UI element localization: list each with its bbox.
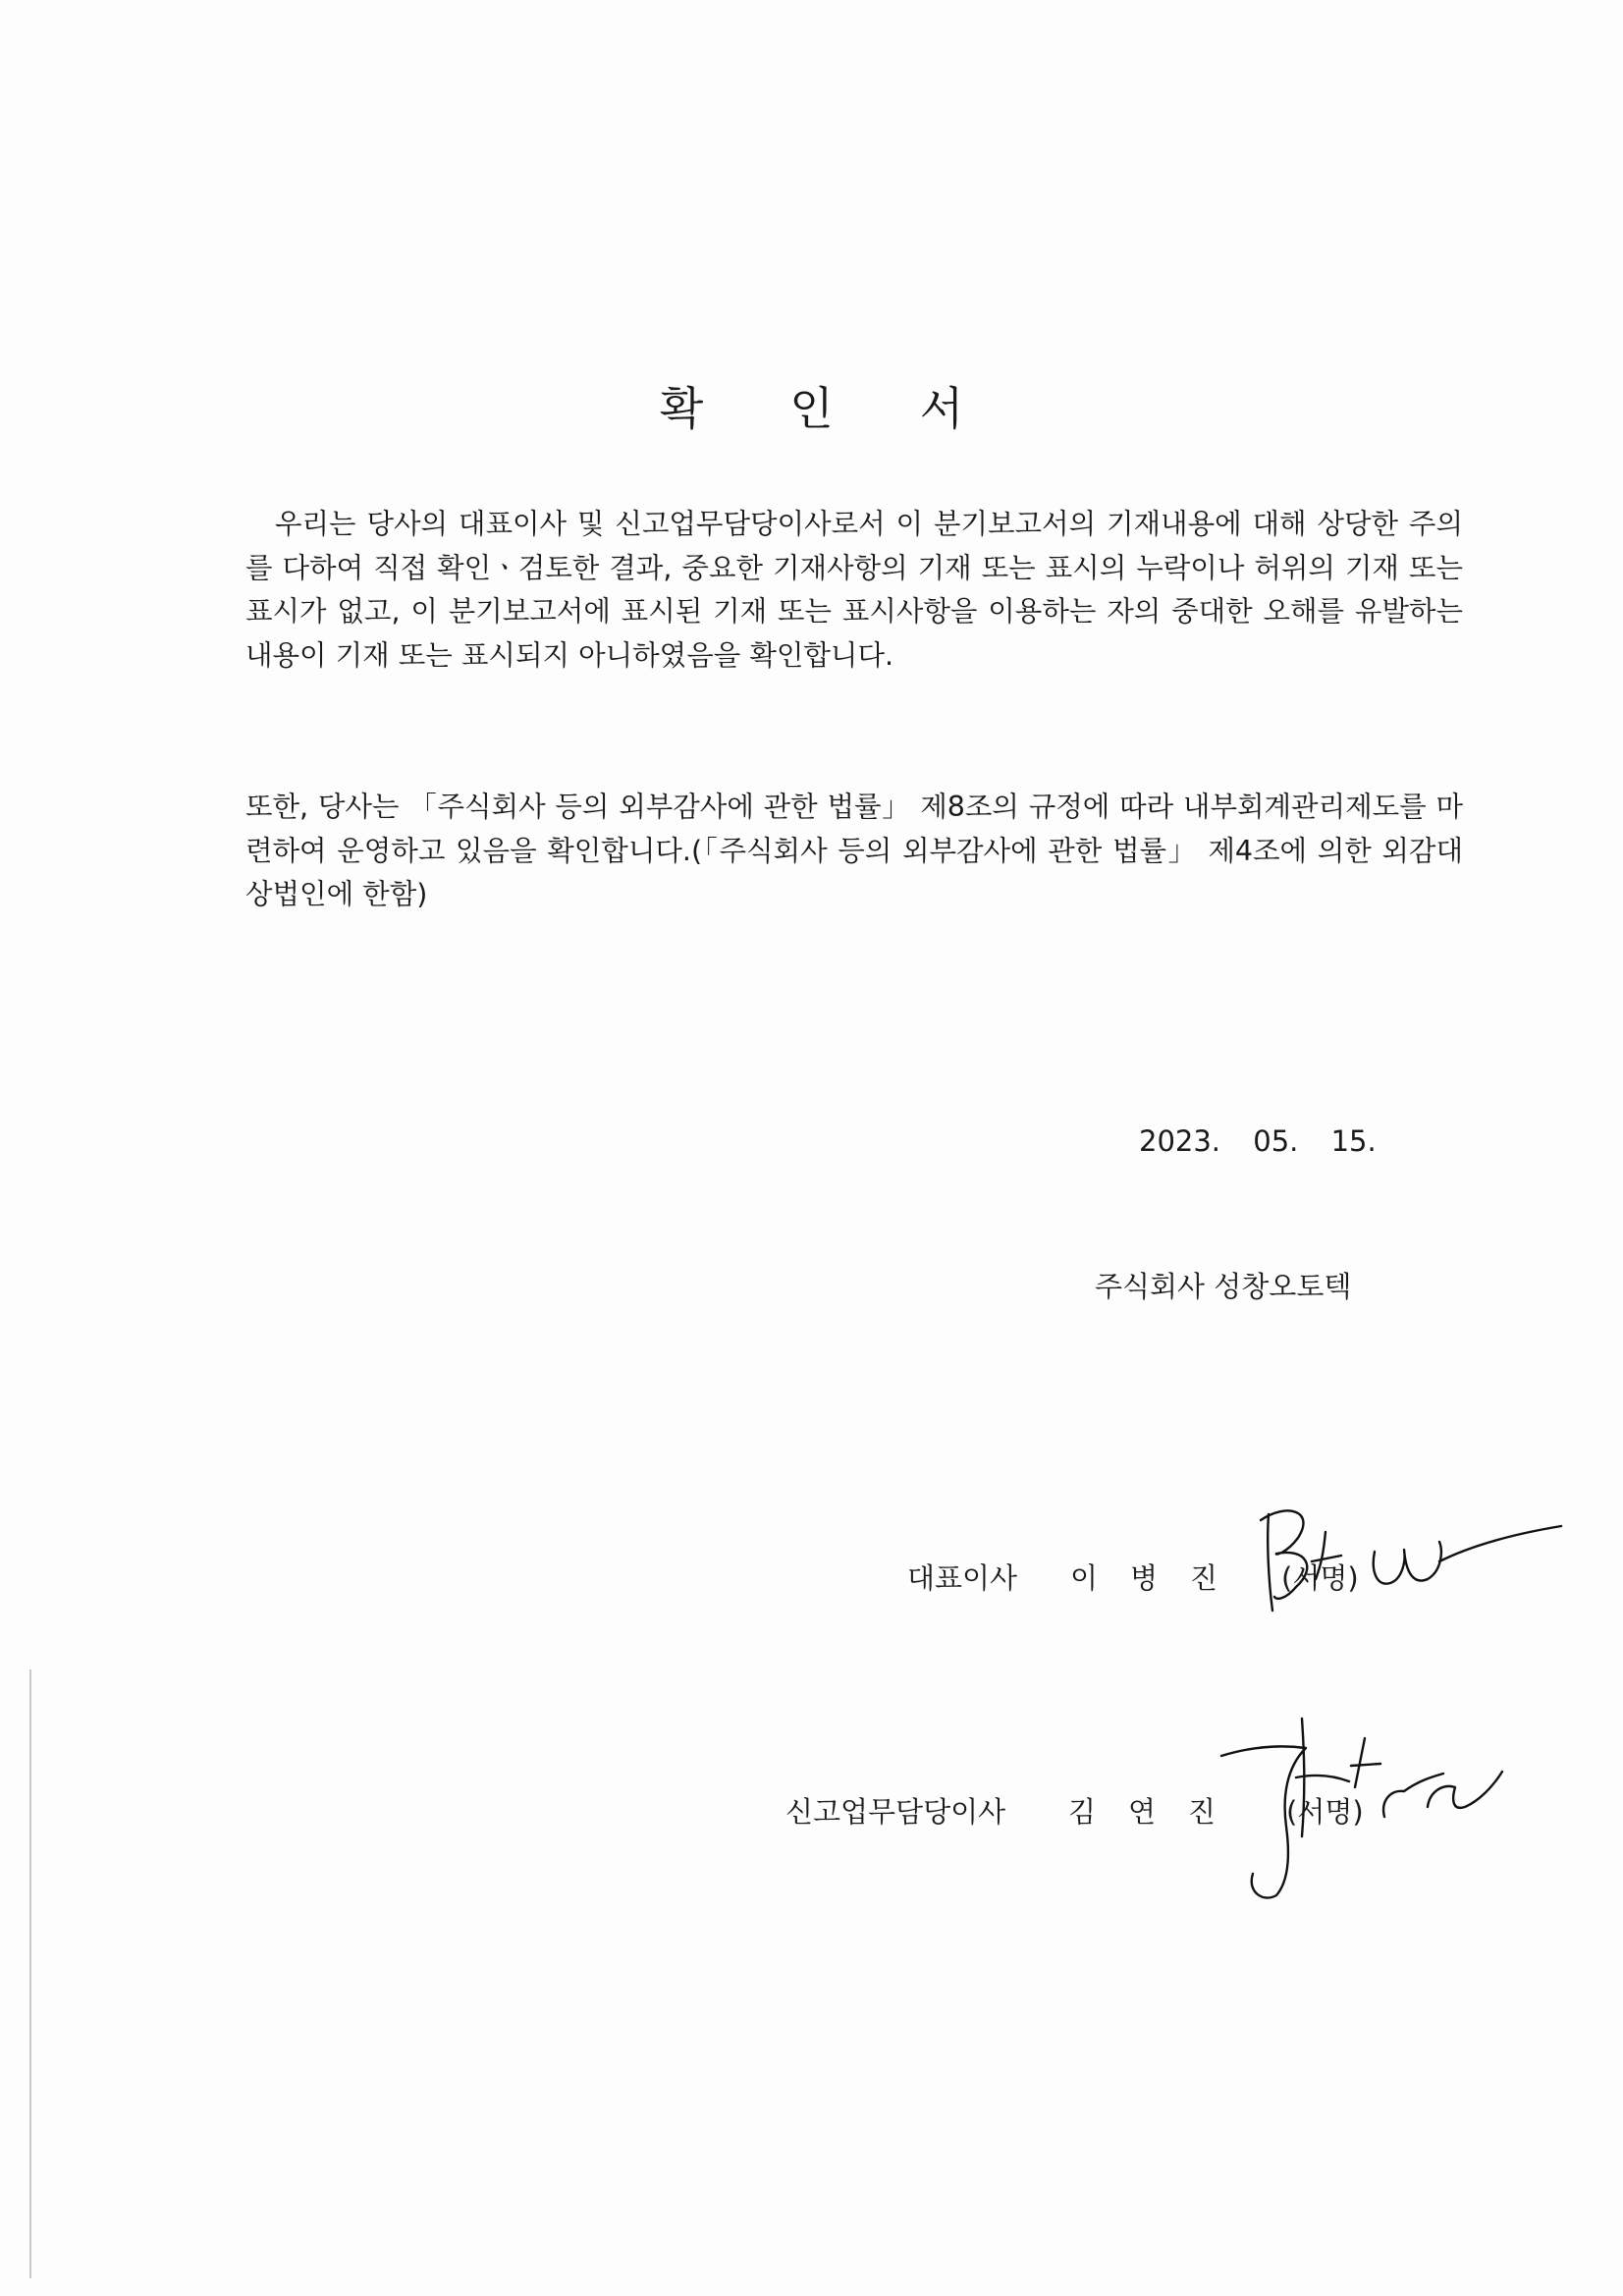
title-char: 인 [789,382,834,435]
signature-mark: (서명) [1281,1561,1359,1595]
handwritten-signature-ceo [1247,1493,1581,1630]
scan-edge-line [29,1669,31,2278]
document-title [0,373,1623,438]
title-char: 확 [659,382,704,435]
company-name: 주식회사 성창오토텍 [1095,1270,1352,1303]
signatory-role: 대표이사 [907,1561,1018,1595]
title-char: 서 [919,382,964,435]
internal-control-paragraph: 또한, 당사는 「주식회사 등의 외부감사에 관한 법률」 제8조의 규정에 따라 내부회계관리제도를 마련하여 운영하고 있음을 확인합니다.(「주식회사 등의 외부감사에 관한 법률」 제4조에 의한 외감대상법인에 한함) [245,791,1463,910]
signatory-name: 이 병 진 [1070,1561,1218,1595]
signatory-name: 김 연 진 [1068,1795,1217,1829]
confirmation-paragraph: 우리는 당사의 대표이사 및 신고업무담당이사로서 이 분기보고서의 기재내용에 대해 상당한 주의를 다하여 직접 확인ㆍ검토한 결과, 중요한 기재사항의 기재 또는 표시의 누락이나 허위의 기재 또는 표시가 없고, 이 분기보고서에 표시된 기재 또는 표시사항을 이용하는 자의 중대한 오해를 유발하는 내용이 기재 또는 표시되지 아니하였음을 확인합니다. [245,508,1463,672]
handwritten-signature-director [1208,1709,1542,1905]
signature-mark: (서명) [1286,1795,1364,1829]
signatory-role: 신고업무담당이사 [785,1795,1006,1829]
document-date: 2023. 05. 15. [1139,1124,1377,1158]
